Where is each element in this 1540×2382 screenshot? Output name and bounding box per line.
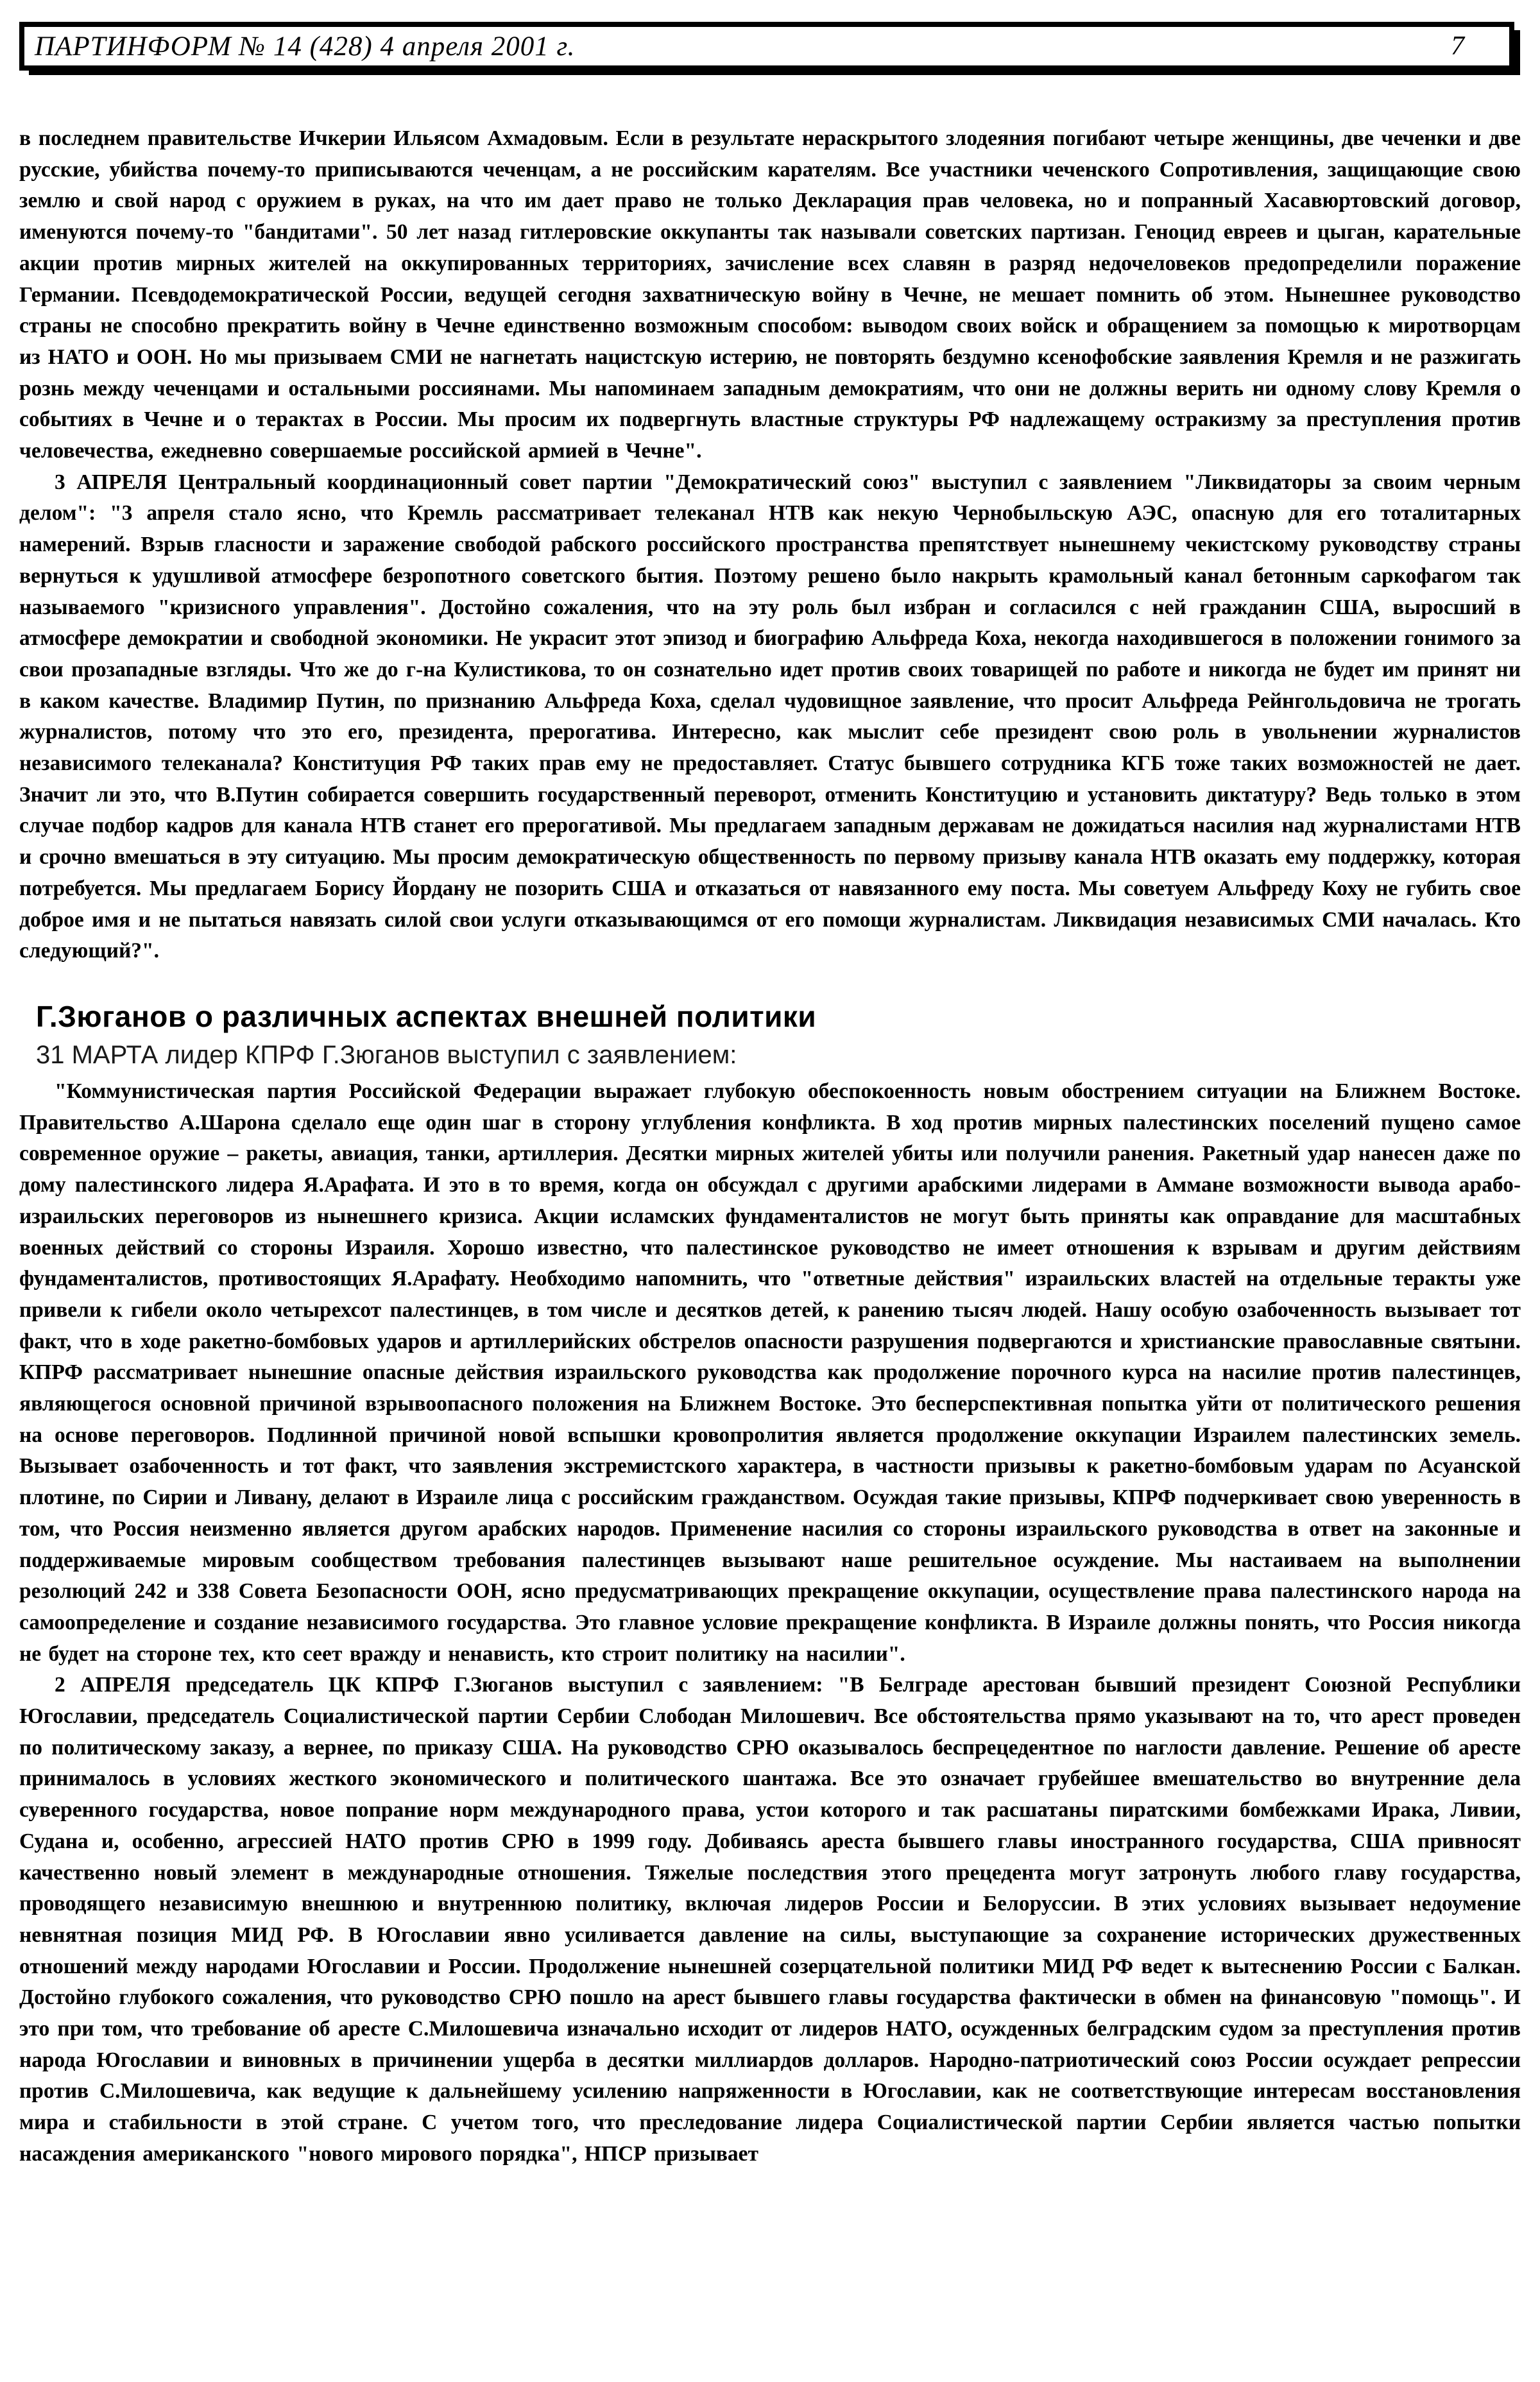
page-content [19,123,1521,2170]
newsletter-title: ПАРТИНФОРМ № 14 (428) 4 апреля 2001 г. [35,31,576,62]
paragraph-april3-demsoyuz-statement: 3 АПРЕЛЯ Центральный координационный совет партии "Демократический союз" выступил с заявлением "Ликвидаторы за своим черным делом": "3 апреля стало ясно, что Кремль рассматривает телеканал НТВ как некую Чернобыльскую АЭС, опасную для его тоталитарных намерений. Взрыв гласности и заражение свободой рабского российского пространства препятствует нынешнему чекистскому руководству страны вернуться к удушливой атмосфере безропотного советского бытия. Поэтому решено было накрыть крамольный канал бетонным саркофагом так называемого "кризисного управления". Достойно сожаления, что на эту роль был избран и согласился с ней гражданин США, выросший в атмосфере демократии и свободной экономики. Не украсит этот эпизод и биографию Альфреда Коха, некогда находившегося в положении гонимого за свои прозападные взгляды. Что же до г-на Кулистикова, то он сознательно идет против своих товарищей по работе и никогда не будет им принят ни в каком качестве. Владимир Путин, по признанию Альфреда Коха, сделал чудовищное заявление, что просит Альфреда Рейнгольдовича не трогать журналистов, потому что это его, президента, прерогатива. Интересно, как мыслит себе президент свою роль в увольнении журналистов независимого телеканала? Конституция РФ таких прав ему не предоставляет. Статус бывшего сотрудника КГБ тоже таких возможностей не дает. Значит ли это, что В.Путин собирается совершить государственный переворот, отменить Конституцию и установить диктатуру? Ведь только в этом случае подбор кадров для канала НТВ станет его прерогативой. Мы предлагаем западным державам не дожидаться насилия над журналистами НТВ и срочно вмешаться в эту ситуацию. Мы просим демократическую общественность по первому призыву канала НТВ оказать ему поддержку, которая потребуется. Мы предлагаем Борису Йордану не позорить США и отказаться от навязанного ему поста. Мы советуем Альфреду Коху не губить свое доброе имя и не пытаться навязать силой свои услуги отказывающимся от его помощи журналистам. Ликвидация независимых СМИ началась. Кто следующий?". [19,470,1521,963]
section-heading: Г.Зюганов о различных аспектах внешней политики [36,999,817,1033]
paragraph-april2-zyuganov-statement: 2 АПРЕЛЯ председатель ЦК КПРФ Г.Зюганов выступил с заявлением: "В Белграде арестован бывший президент Союзной Республики Югославии, председатель Социалистической партии Сербии Слободан Милошевич. Все обстоятельства прямо указывают на то, что арест проведен по политическому заказу, а вернее, по приказу США. На руководство СРЮ оказывалось беспрецедентное по наглости давление. Решение об аресте принималось в условиях жесткого экономического и политического шантажа. Все это означает грубейшее вмешательство во внутренние дела суверенного государства, новое попрание норм международного права, устои которого и так расшатаны пиратскими бомбежками Ирака, Ливии, Судана и, особенно, агрессией НАТО против СРЮ в 1999 году. Добиваясь ареста бывшего главы иностранного государства, США привносят качественно новый элемент в международные отношения. Тяжелые последствия этого прецедента могут затронуть любого главу государства, проводящего независимую внешнюю и внутреннюю политику, включая лидеров России и Белоруссии. В этих условиях вызывает недоумение невнятная позиция МИД РФ. В Югославии явно усиливается давление на силы, выступающие за сохранение исторических дружественных отношений между народами Югославии и России. Продолжение нынешней созерцательной политики МИД РФ ведет к вытеснению России с Балкан. Достойно глубокого сожаления, что руководство СРЮ пошло на арест бывшего главы государства фактически в обмен на финансовую "помощь". И это при том, что требование об аресте С.Милошевича изначально исходит от лидеров НАТО, осужденных белградским судом за преступления против народа Югославии и виновных в причинении ущерба в десятки миллиардов долларов. Народно-патриотический союз России осуждает репрессии против С.Милошевича, как ведущие к дальнейшему усилению напряженности в Югославии, как не соответствующие интересам восстановления мира и стабильности в этой стране. С учетом того, что преследование лидера Социалистической партии Сербии является частью попытки насаждения американского "нового мирового порядка", НПСР призывает [19,1673,1521,2166]
page-number: 7 [1451,31,1464,61]
section-lead: 31 МАРТА лидер КПРФ Г.Зюганов выступил с заявлением: [36,1040,737,1069]
page-header [19,22,1514,71]
paragraph-march31-kprf-statement: "Коммунистическая партия Российской Федерации выражает глубокую обеспокоенность новым обострением ситуации на Ближнем Востоке. Правительство А.Шарона сделало еще один шаг в сторону углубления конфликта. В ход против мирных палестинских поселений пущено самое современное оружие – ракеты, авиация, танки, артиллерия. Десятки мирных жителей убиты или получили ранения. Ракетный удар нанесен даже по дому палестинского лидера Я.Арафата. И это в то время, когда он обсуждал с другими арабскими лидерами в Аммане возможности вывода арабо-израильских переговоров из нынешнего кризиса. Акции исламских фундаменталистов не могут быть приняты как оправдание для масштабных военных действий со стороны Израиля. Хорошо известно, что палестинское руководство не имеет отношения к взрывам и другим действиям фундаменталистов, противостоящих Я.Арафату. Необходимо напомнить, что "ответные действия" израильских властей на отдельные теракты уже привели к гибели около четырехсот палестинцев, в том числе и десятков детей, к ранению тысяч людей. Нашу особую озабоченность вызывает тот факт, что в ходе ракетно-бомбовых ударов и артиллерийских обстрелов опасности разрушения подвергаются и христианские православные святыни. КПРФ рассматривает нынешние опасные действия израильского руководства как продолжение порочного курса на насилие против палестинцев, являющегося основной причиной взрывоопасного положения на Ближнем Востоке. Это бесперспективная попытка уйти от политического решения на основе переговоров. Подлинной причиной новой вспышки кровопролития является продолжение оккупации Израилем палестинских земель. Вызывает озабоченность и тот факт, что заявления экстремистского характера, в частности призывы к ракетно-бомбовым ударам по Асуанской плотине, по Сирии и Ливану, делают в Израиле лица с российским гражданством. Осуждая такие призывы, КПРФ подчеркивает свою уверенность в том, что Россия неизменно является другом арабских народов. Применение насилия со стороны израильского руководства в ответ на законные и поддерживаемые мировым сообществом требования палестинцев вызывают наше решительное осуждение. Мы настаиваем на выполнении резолюций 242 и 338 Совета Безопасности ООН, ясно предусматривающих прекращение оккупации, осуществление права палестинского народа на самоопределение и создание независимого государства. Это главное условие прекращение конфликта. В Израиле должны понять, что Россия никогда не будет на стороне тех, кто сеет вражду и ненависть, кто строит политику на насилии". [19,1079,1521,1666]
paragraph-chechnya-continuation: в последнем правительстве Ичкерии Ильясом Ахмадовым. Если в результате нераскрытого злодеяния погибают четыре женщины, две чеченки и две русские, убийства почему-то приписываются чеченцам, а не российским карателям. Все участники чеченского Сопротивления, защищающие свою землю и свой народ с оружием в руках, на что им дает право не только Декларация прав человека, но и попранный Хасавюртовский договор, именуются почему-то "бандитами". 50 лет назад гитлеровские оккупанты так называли советских партизан. Геноцид евреев и цыган, карательные акции против мирных жителей на оккупированных территориях, зачисление всех славян в разряд недочеловеков предопределили поражение Германии. Псевдодемократической России, ведущей сегодня захватническую войну в Чечне, не мешает помнить об этом. Нынешнее руководство страны не способно прекратить войну в Чечне единственно возможным способом: выводом своих войск и обращением за помощью к миротворцам из НАТО и ООН. Но мы призываем СМИ не нагнетать нацистскую истерию, не повторять бездумно ксенофобские заявления Кремля и не разжигать рознь между чеченцами и остальными россиянами. Мы напоминаем западным демократиям, что они не должны верить ни одному слову Кремля о событиях в Чечне и о терактах в России. Мы просим их подвергнуть властные структуры РФ надлежащему остракизму за преступления против человечества, ежедневно совершаемые российской армией в Чечне". [19,126,1521,463]
